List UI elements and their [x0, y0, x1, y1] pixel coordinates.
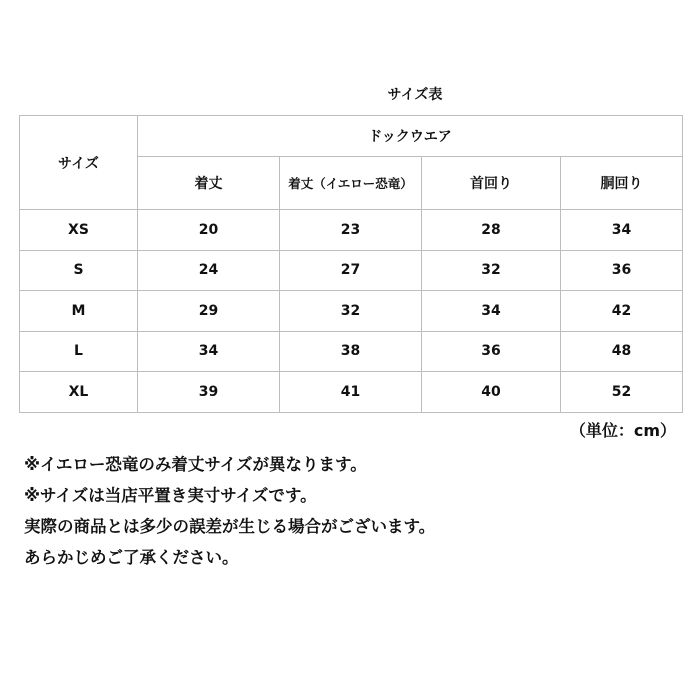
size-label: L	[20, 331, 138, 372]
table-row-xs	[20, 210, 683, 251]
note-line: 実際の商品とは多少の誤差が生じる場合がございます。	[24, 517, 436, 536]
size-table	[19, 115, 683, 413]
table-row-xl	[20, 372, 683, 413]
unit-note: （単位：cm）	[569, 421, 676, 440]
table-cell: 20	[138, 210, 280, 251]
note-line: あらかじめご了承ください。	[24, 548, 239, 567]
column-header-chest: 胴回り	[561, 157, 683, 210]
table-row-l	[20, 331, 683, 372]
note-line: ※イエロー恐竜のみ着丈サイズが異なります。	[24, 455, 367, 474]
notes-list	[24, 449, 435, 573]
size-label: S	[20, 250, 138, 291]
table-cell: 24	[138, 250, 280, 291]
size-column-header: サイズ	[20, 116, 138, 210]
table-cell: 34	[561, 210, 683, 251]
table-cell: 32	[422, 250, 561, 291]
table-cell: 38	[280, 331, 422, 372]
table-cell: 36	[561, 250, 683, 291]
table-cell: 52	[561, 372, 683, 413]
dogwear-group-header: ドックウエア	[138, 116, 683, 157]
note-line: ※サイズは当店平置き実寸サイズです。	[24, 486, 317, 505]
column-header-length: 着丈	[138, 157, 280, 210]
column-header-neck: 首回り	[422, 157, 561, 210]
table-cell: 42	[561, 291, 683, 332]
size-label: XL	[20, 372, 138, 413]
table-row-s	[20, 250, 683, 291]
page-title: サイズ表	[387, 87, 443, 103]
table-cell: 41	[280, 372, 422, 413]
column-header-length-yellow-dino: 着丈（イエロー恐竜）	[280, 157, 422, 210]
table-cell: 23	[280, 210, 422, 251]
table-row-m	[20, 291, 683, 332]
table-cell: 39	[138, 372, 280, 413]
table-cell: 40	[422, 372, 561, 413]
table-cell: 34	[422, 291, 561, 332]
table-cell: 29	[138, 291, 280, 332]
table-cell: 32	[280, 291, 422, 332]
size-label: M	[20, 291, 138, 332]
table-cell: 36	[422, 331, 561, 372]
table-cell: 28	[422, 210, 561, 251]
table-cell: 48	[561, 331, 683, 372]
size-label: XS	[20, 210, 138, 251]
table-cell: 34	[138, 331, 280, 372]
table-cell: 27	[280, 250, 422, 291]
